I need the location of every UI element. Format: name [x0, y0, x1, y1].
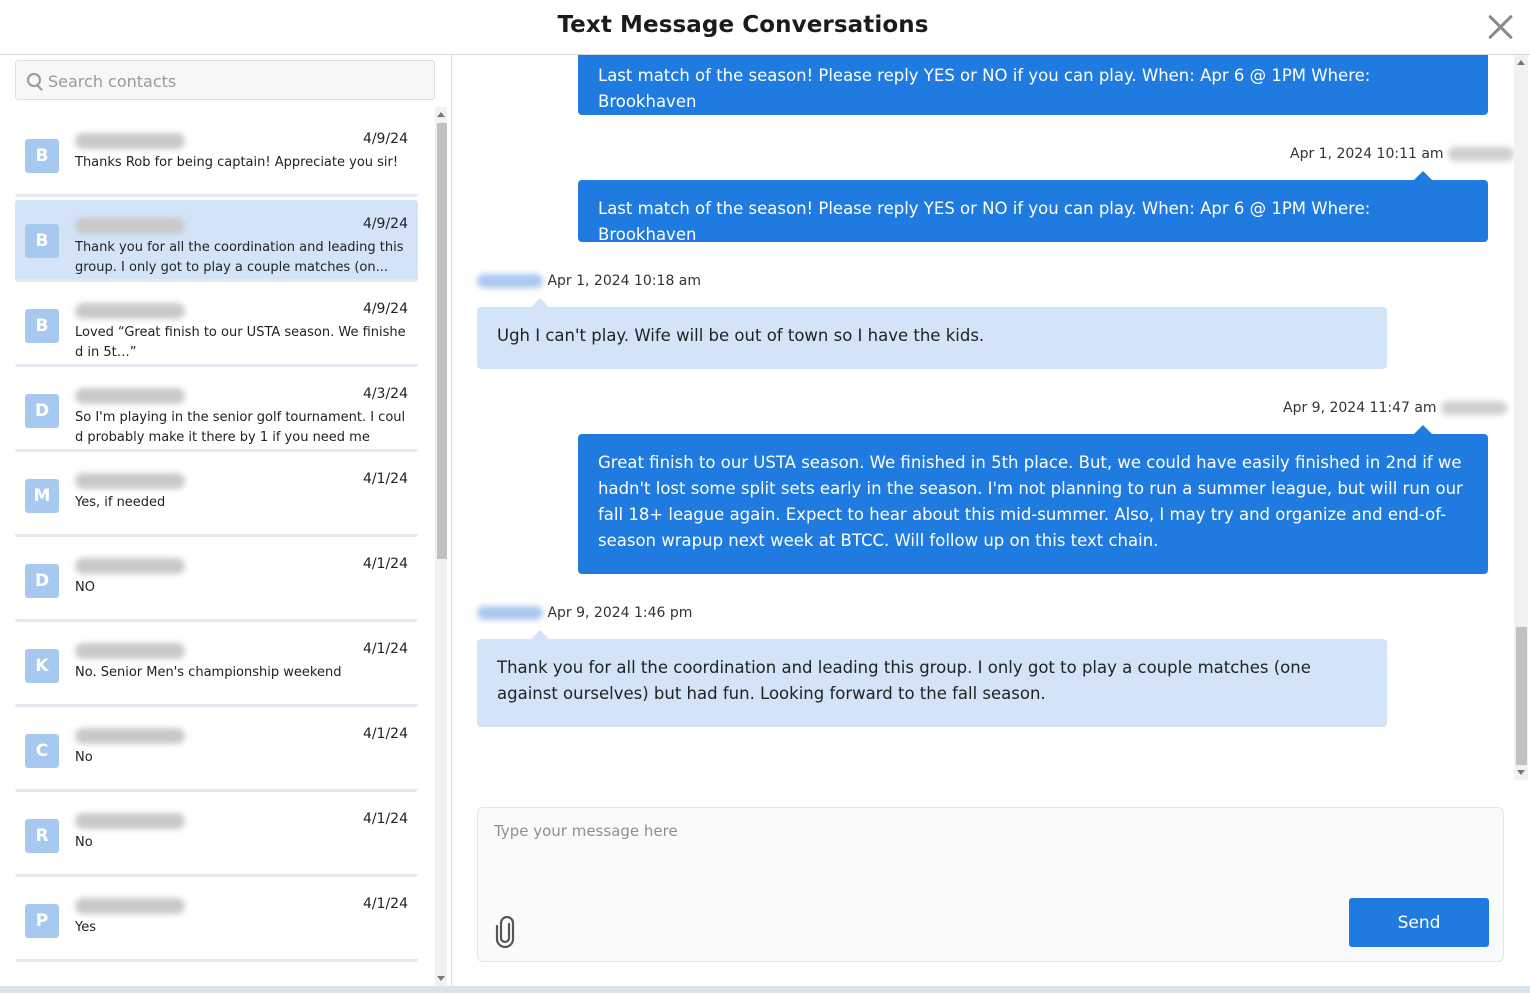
contact-name	[75, 388, 185, 404]
sender-name	[1441, 401, 1507, 415]
message-time: Apr 1, 2024 10:11 am	[1290, 146, 1444, 162]
contact-preview: Yes	[75, 920, 96, 935]
message-time: Apr 9, 2024 1:46 pm	[547, 605, 693, 621]
message-text: Great finish to our USTA season. We finished in 5th place. But, we could have easily finished in 2nd if we hadn't lost some split sets early in the season. I'm not planning to run a summer league, but will run our fall 18+ league again. Expect to hear about this mid-summer. Also, I may try and organize and end-of-season wrapup next week at BTCC. Will follow up on this text chain.	[598, 453, 1463, 550]
contact-preview: No	[75, 750, 93, 765]
search-icon	[27, 73, 41, 87]
contact-item[interactable]	[15, 540, 418, 622]
message-meta	[477, 273, 701, 289]
avatar: D	[25, 564, 59, 598]
scroll-up-arrow-icon[interactable]	[1517, 60, 1525, 65]
contacts-sidebar	[0, 55, 452, 987]
message-meta	[477, 605, 692, 621]
contact-item[interactable]	[15, 115, 418, 197]
contact-preview: Thank you for all the coordination and leading this group. I only got to play a couple matches (on...	[75, 240, 404, 275]
page-title: Text Message Conversations	[557, 12, 929, 38]
contact-name	[75, 728, 185, 744]
sidebar-scrollbar-thumb[interactable]	[437, 123, 447, 559]
message-composer	[477, 807, 1504, 962]
contact-list	[15, 115, 418, 987]
contact-date: 4/9/24	[362, 301, 408, 317]
contact-item[interactable]	[15, 880, 418, 962]
contact-item-selected[interactable]	[15, 200, 418, 282]
message-time: Apr 1, 2024 10:18 am	[547, 273, 702, 289]
paperclip-icon[interactable]	[494, 916, 516, 948]
chat-scrollbar-thumb[interactable]	[1516, 627, 1527, 765]
contact-item[interactable]	[15, 455, 418, 537]
contact-date: 4/1/24	[362, 811, 408, 827]
avatar: P	[25, 904, 59, 938]
message-text: Thank you for all the coordination and leading this group. I only got to play a couple matches (one against ourselves) but had fun. Looking forward to the fall season.	[497, 658, 1311, 703]
avatar: B	[25, 309, 59, 343]
contact-name	[75, 558, 185, 574]
contact-item[interactable]	[15, 285, 418, 367]
message-text: Ugh I can't play. Wife will be out of town so I have the kids.	[497, 326, 985, 345]
send-button[interactable]: Send	[1349, 898, 1489, 947]
contact-preview: NO	[75, 580, 95, 595]
contact-date: 4/3/24	[362, 386, 408, 402]
sender-name	[477, 606, 543, 620]
contact-date: 4/1/24	[362, 641, 408, 657]
message-text: Last match of the season! Please reply YES or NO if you can play. When: Apr 6 @ 1PM Where: Brookhaven	[598, 66, 1371, 111]
scroll-down-arrow-icon[interactable]	[437, 976, 445, 981]
contact-date: 4/1/24	[362, 896, 408, 912]
incoming-message	[477, 639, 1387, 727]
avatar: D	[25, 394, 59, 428]
contact-name	[75, 133, 185, 149]
message-time: Apr 9, 2024 11:47 am	[1283, 400, 1437, 416]
contact-name	[75, 303, 185, 319]
contact-date: 4/1/24	[362, 556, 408, 572]
contact-item[interactable]	[15, 710, 418, 792]
modal-header	[0, 0, 1530, 55]
contact-name	[75, 218, 185, 234]
contact-item[interactable]	[15, 370, 418, 452]
contact-name	[75, 813, 185, 829]
contact-preview: Thanks Rob for being captain! Appreciate you sir!	[75, 155, 399, 170]
message-thread	[452, 55, 1530, 785]
contact-item[interactable]	[15, 625, 418, 707]
close-icon[interactable]	[1484, 10, 1516, 42]
contact-name	[75, 898, 185, 914]
search-input[interactable]	[46, 61, 430, 101]
message-meta	[1283, 400, 1507, 416]
contact-preview: So I'm playing in the senior golf tournament. I could probably make it there by 1 if you need me	[75, 410, 406, 445]
contact-preview: No. Senior Men's championship weekend	[75, 665, 342, 680]
outgoing-message	[578, 55, 1488, 115]
scroll-down-arrow-icon[interactable]	[1517, 770, 1525, 775]
incoming-message	[477, 307, 1387, 369]
contact-name	[75, 643, 185, 659]
sender-name	[477, 274, 543, 288]
contact-preview: Loved “Great finish to our USTA season. We finished in 5t…”	[75, 325, 406, 360]
avatar: B	[25, 224, 59, 258]
search-box[interactable]	[15, 60, 435, 100]
message-meta	[1290, 146, 1514, 162]
contact-date: 4/1/24	[362, 726, 408, 742]
contact-preview: Yes, if needed	[75, 495, 166, 510]
contact-name	[75, 473, 185, 489]
bottom-edge	[0, 986, 1530, 993]
avatar: K	[25, 649, 59, 683]
contact-item[interactable]	[15, 795, 418, 877]
contact-date: 4/9/24	[362, 131, 408, 147]
avatar: C	[25, 734, 59, 768]
contact-date: 4/1/24	[362, 471, 408, 487]
message-text: Last match of the season! Please reply YES or NO if you can play. When: Apr 6 @ 1PM Where: Brookhaven	[598, 199, 1371, 244]
outgoing-message	[578, 180, 1488, 242]
outgoing-message	[578, 434, 1488, 574]
contact-date: 4/9/24	[362, 216, 408, 232]
message-input[interactable]	[492, 820, 1486, 894]
scroll-up-arrow-icon[interactable]	[437, 112, 445, 117]
avatar: B	[25, 139, 59, 173]
avatar: M	[25, 479, 59, 513]
avatar: R	[25, 819, 59, 853]
sender-name	[1448, 147, 1514, 161]
contact-preview: No	[75, 835, 93, 850]
